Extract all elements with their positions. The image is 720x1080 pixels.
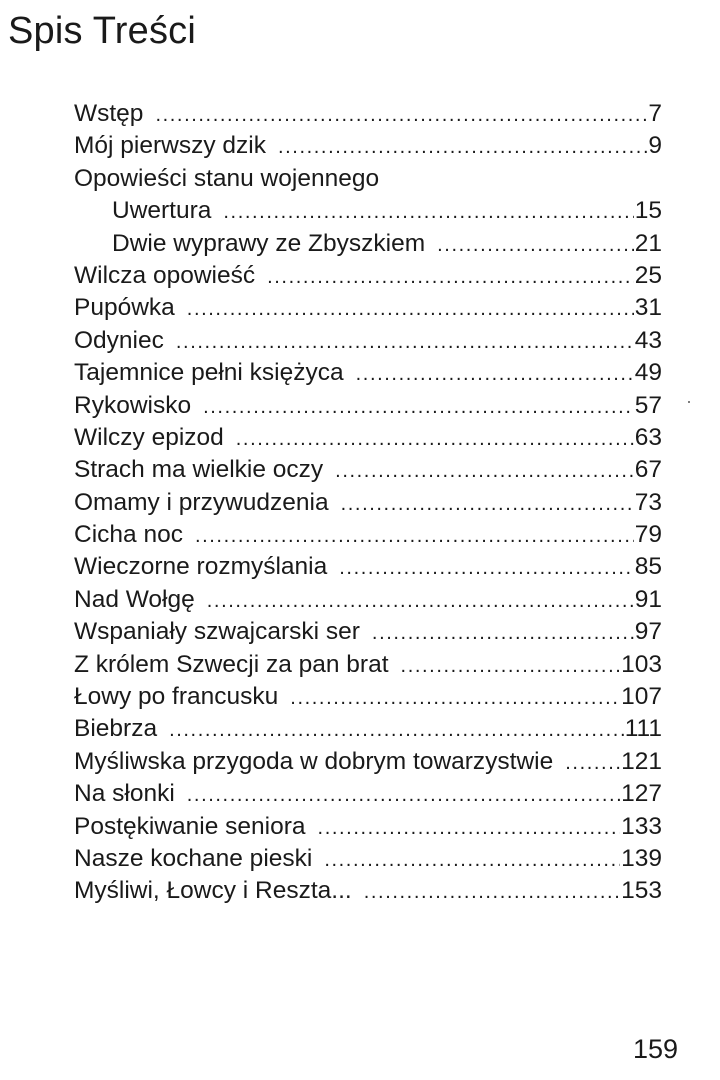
toc-entry-title: Tajemnice pełni księżyca (74, 359, 344, 387)
dot-leader (290, 682, 620, 714)
dot-leader (437, 229, 634, 261)
toc-entry (74, 778, 662, 810)
toc-entry-page: 153 (621, 877, 662, 905)
dot-leader (203, 391, 634, 423)
toc-entry (74, 584, 662, 616)
toc-entry (74, 390, 662, 422)
toc-entry (74, 746, 662, 778)
toc-entry (74, 325, 662, 357)
toc-entry (74, 130, 662, 162)
page-number: 159 (632, 1034, 678, 1064)
toc-entry-page: 25 (634, 261, 662, 289)
toc-entry (74, 713, 662, 745)
dot-leader (335, 455, 634, 487)
dot-leader (155, 99, 647, 131)
toc-entry-title: Pupówka (74, 294, 175, 322)
toc-entry-title: Wstęp (74, 100, 144, 127)
toc-entry-title: Z królem Szwecji za pan brat (74, 650, 389, 678)
toc-entry (74, 843, 662, 875)
toc-entry-title: Wieczorne rozmyślania (74, 553, 328, 581)
dot-leader (169, 714, 624, 746)
toc-entry-page: 15 (634, 197, 662, 225)
toc-entry-page: 107 (621, 683, 662, 711)
toc-entry (74, 649, 662, 681)
toc-entry-title: Wilczy epizod (74, 423, 224, 451)
toc-entry-page: 85 (634, 553, 662, 581)
toc-entry (74, 260, 662, 292)
dot-leader (341, 488, 634, 520)
toc-entry (74, 616, 662, 648)
toc-entry-page: 57 (634, 391, 662, 419)
toc-entry (74, 487, 662, 519)
toc-entry-title: Na słonki (74, 780, 175, 808)
dot-leader (207, 585, 634, 617)
toc-entry-title: Cicha noc (74, 521, 183, 549)
toc-entry (74, 519, 662, 551)
toc-entry-page: 7 (648, 100, 662, 127)
dot-leader (267, 261, 634, 293)
toc-entry-title: Myśliwi, Łowcy i Reszta... (74, 877, 352, 905)
toc-entry-title: Wilcza opowieść (74, 261, 256, 289)
toc-entry-title: Mój pierwszy dzik (74, 132, 266, 160)
toc-entry-page: 97 (634, 618, 662, 646)
toc-entry (74, 98, 662, 130)
table-of-contents (74, 98, 662, 908)
toc-entry-title: Nasze kochane pieski (74, 844, 313, 872)
toc-entry-page: 9 (648, 132, 662, 160)
toc-entry-title: Postękiwanie seniora (74, 812, 306, 840)
toc-entry-page: 133 (621, 812, 662, 840)
toc-entry (74, 422, 662, 454)
toc-entry-title: Biebrza (74, 715, 158, 743)
toc-entry-page: 127 (621, 780, 662, 808)
dot-leader (187, 779, 620, 811)
dot-leader (339, 552, 633, 584)
toc-entry-page: 21 (634, 229, 662, 257)
dot-leader (372, 617, 634, 649)
dot-leader (278, 131, 647, 163)
toc-entry (74, 454, 662, 486)
toc-entry-page: 139 (621, 844, 662, 872)
toc-section-heading (74, 163, 662, 195)
dot-leader (324, 844, 620, 876)
toc-entry (74, 357, 662, 389)
toc-entry-page: 63 (634, 423, 662, 451)
toc-entry-title: Omamy i przywudzenia (74, 488, 329, 516)
toc-entry-title: Strach ma wielkie oczy (74, 456, 324, 484)
toc-entry (74, 551, 662, 583)
dot-leader (176, 326, 634, 358)
dot-leader (356, 358, 634, 390)
toc-entry-page: 121 (621, 747, 662, 775)
toc-entry-title: Odyniec (74, 326, 164, 354)
toc-entry-page: 79 (634, 521, 662, 549)
dot-leader (364, 876, 620, 908)
dot-leader (223, 196, 633, 228)
dot-leader (236, 423, 634, 455)
toc-entry (74, 875, 662, 907)
toc-entry-page: 73 (634, 488, 662, 516)
toc-subentry (74, 228, 662, 260)
print-speck (688, 401, 690, 403)
toc-entry-title: Wspaniały szwajcarski ser (74, 618, 360, 646)
toc-entry-title: Łowy po francusku (74, 683, 279, 711)
toc-subentry (74, 195, 662, 227)
toc-entry-title: Nad Wołgę (74, 585, 195, 613)
dot-leader (195, 520, 634, 552)
toc-entry (74, 681, 662, 713)
toc-entry-page: 49 (634, 359, 662, 387)
toc-entry (74, 811, 662, 843)
dot-leader (187, 293, 634, 325)
toc-entry-title: Dwie wyprawy ze Zbyszkiem (112, 229, 426, 257)
toc-entry-title: Uwertura (112, 197, 212, 225)
toc-entry-title: Rykowisko (74, 391, 192, 419)
toc-entry-page: 111 (624, 715, 662, 743)
toc-entry-title: Opowieści stanu wojennego (74, 164, 380, 192)
toc-entry-page: 67 (634, 456, 662, 484)
dot-leader (565, 747, 620, 779)
toc-entry-page: 103 (621, 650, 662, 678)
page-title: Spis Treści (8, 10, 197, 52)
toc-entry-title: Myśliwska przygoda w dobrym towarzystwie (74, 747, 554, 775)
dot-leader (401, 650, 621, 682)
toc-entry-page: 91 (634, 585, 662, 613)
toc-entry (74, 292, 662, 324)
dot-leader (318, 812, 621, 844)
toc-entry-page: 43 (634, 326, 662, 354)
toc-entry-page: 31 (634, 294, 662, 322)
